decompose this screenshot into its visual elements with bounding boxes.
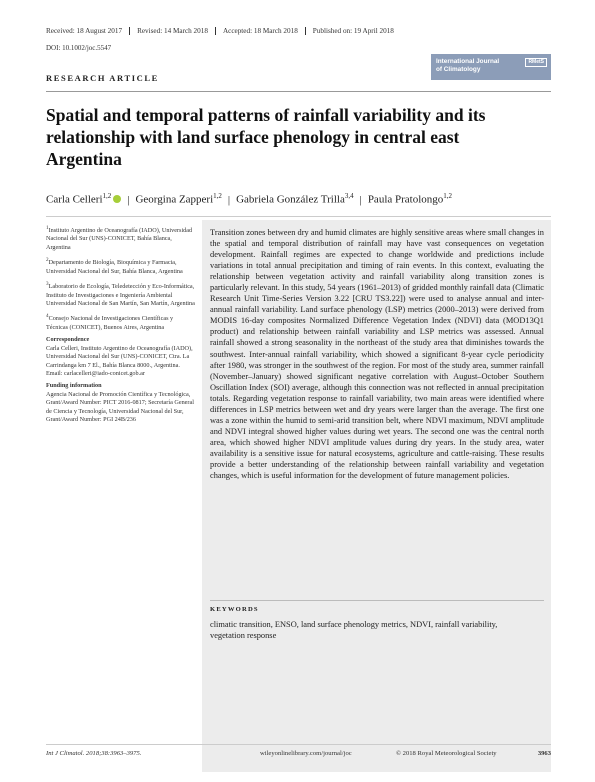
author-affiliation: 1,2 [443, 192, 453, 200]
keywords-text: climatic transition, ENSO, land surface phenology metrics, NDVI, rainfall variability, vegetation response [210, 620, 498, 640]
page-number: 3963 [537, 750, 551, 757]
revised-date: Revised: 14 March 2018 [129, 27, 215, 35]
journal-name-line1: International Journal [436, 58, 500, 65]
publisher-badge: RMetS [525, 58, 547, 67]
author-separator: | [359, 193, 362, 206]
article-type: RESEARCH ARTICLE [46, 73, 159, 83]
affiliation: $^1$Instituto Argentino de Oceanografía (IADO), Universidad Nacional del Sur (UNS)-CONICET, Bahía Blanca, Argentina [46, 225, 193, 251]
journal-url[interactable]: wileyonlinelibrary.com/journal/joc [260, 750, 352, 757]
author-name[interactable]: Georgina Zapperi [135, 193, 214, 206]
journal-logo[interactable] [431, 54, 551, 80]
correspondence-text: Carla Celleri, Instituto Argentino de Oceanografía (IADO), Universidad Nacional del Sur (UNS)-CONICET, Ctra. La Carrindanga km 7 El., Bahía Blanca 8000., Argentina. Email: carlacelleri@iado-conicet.gob.ar [46, 344, 193, 377]
abstract-text: Transition zones between dry and humid climates are highly sensitive areas where small changes in the spatial and temporal distribution of rainfall may have vast consequences on vegetation development. Rainfall regimes are expected to change worldwide and predictions include variations in total annual precipitation and timing of rain events. In this context, evaluating the relationship between vegetation activity and rainfall variability along transition zones is particularly relevant. In this study, 54 years (1961–2013) of gridded monthly rainfall data (Climatic Research Unit Time-Series Version 3.22 [CRU TS3.22]) were used to analyse annual and inter-annual rainfall variability. Land surface phenology (LSP) metrics (2000–2013) were derived from MODIS 16-day composites Normalized Difference Vegetation Index (NDVI) data (MOD13Q1 product) and relationship between rainfall variability and LSP metrics was assessed. Annual rainfall showed a strong seasonality in the northeast of the study area that diminishes towards the southwest. Inter-annual rainfall variability, which showed a significant 8-year cycle periodicity after 1980, was stronger in the southwest of the region. For most of the study area, summer rainfall (November–January) showed significant negative correlation with August–October Southern Oscillation Index (SOI) average, although this connection was not reflected in annual precipitation totals. Regarding vegetation response to rainfall variability, two main areas were identified where differences in LSP metrics between wet and dry years were larger than the average. The first one was a zone within the humid to semi-arid transition belt, where NDVI maximum, NDVI amplitude and NDVI integral showed higher values during wet years. The second one was the central north area, which showed higher NDVI amplitude values during dry years. In the study area, water availability is a sensitive issue for natural ecosystems, agriculture and cattle-raising. These results provide a better understanding of the relationship between rainfall variability and vegetation changes, which is useful information for the development of future management policies. [210, 228, 544, 481]
author-affiliation: 1,2 [102, 192, 112, 200]
author-name[interactable]: Carla Celleri [46, 193, 103, 206]
correspondence-email[interactable]: Email: carlacelleri@iado-conicet.gob.ar [46, 369, 145, 377]
doi[interactable]: DOI: 10.1002/joc.5547 [46, 44, 112, 52]
article-history [46, 27, 401, 35]
article-info-sidebar [46, 224, 196, 428]
author-name[interactable]: Gabriela González Trilla [236, 193, 345, 206]
accepted-date: Accepted: 18 March 2018 [215, 27, 305, 35]
affiliation: $^2$Departamento de Biología, Bioquímica y Farmacia, Universidad Nacional del Sur, Bahía Blanca, Argentina [46, 257, 183, 275]
author-list [46, 192, 452, 206]
affiliation: $^3$Laboratorio de Ecología, Teledetección y Eco-Informática, Instituto de Investigaciones e Ingeniería Ambiental Universidad Nacional de San Martín, San Martín, Argentina [46, 281, 195, 308]
received-date: Received: 18 August 2017 [46, 27, 123, 35]
funding-text: Agencia Nacional de Promoción Científica y Tecnológica, Grant/Award Number: PICT 2016-0817; Secretaría General de Ciencia y Tecnología, Universidad Nacional del Sur, Grant/Award Number: PGI 24B/236 [46, 390, 194, 423]
author-affiliation: 3,4 [344, 192, 354, 200]
author-affiliation: 1,2 [213, 192, 222, 200]
article-title: Spatial and temporal patterns of rainfall variability and its relationship with land surface phenology in central east Argentina [46, 105, 486, 169]
affiliation: $^4$Consejo Nacional de Investigaciones Científicas y Técnicas (CONICET), Buenos Aires, Argentina [46, 313, 174, 331]
journal-name-line2: of Climatology [436, 66, 481, 73]
divider [46, 216, 551, 217]
orcid-icon[interactable] [113, 195, 121, 203]
funding-heading: Funding information [46, 382, 102, 390]
published-date: Published on: 19 April 2018 [305, 27, 401, 35]
citation: Int J Climatol. 2018;38:3963–3975. [46, 750, 142, 757]
author-name[interactable]: Paula Pratolongo [367, 193, 444, 206]
divider [46, 744, 551, 745]
author-separator: | [127, 193, 130, 206]
divider [210, 600, 544, 601]
correspondence-heading: Correspondence [46, 336, 90, 344]
keywords-heading: KEYWORDS [210, 606, 259, 613]
copyright: © 2018 Royal Meteorological Society [396, 750, 497, 757]
divider [46, 91, 551, 92]
author-separator: | [227, 193, 231, 206]
